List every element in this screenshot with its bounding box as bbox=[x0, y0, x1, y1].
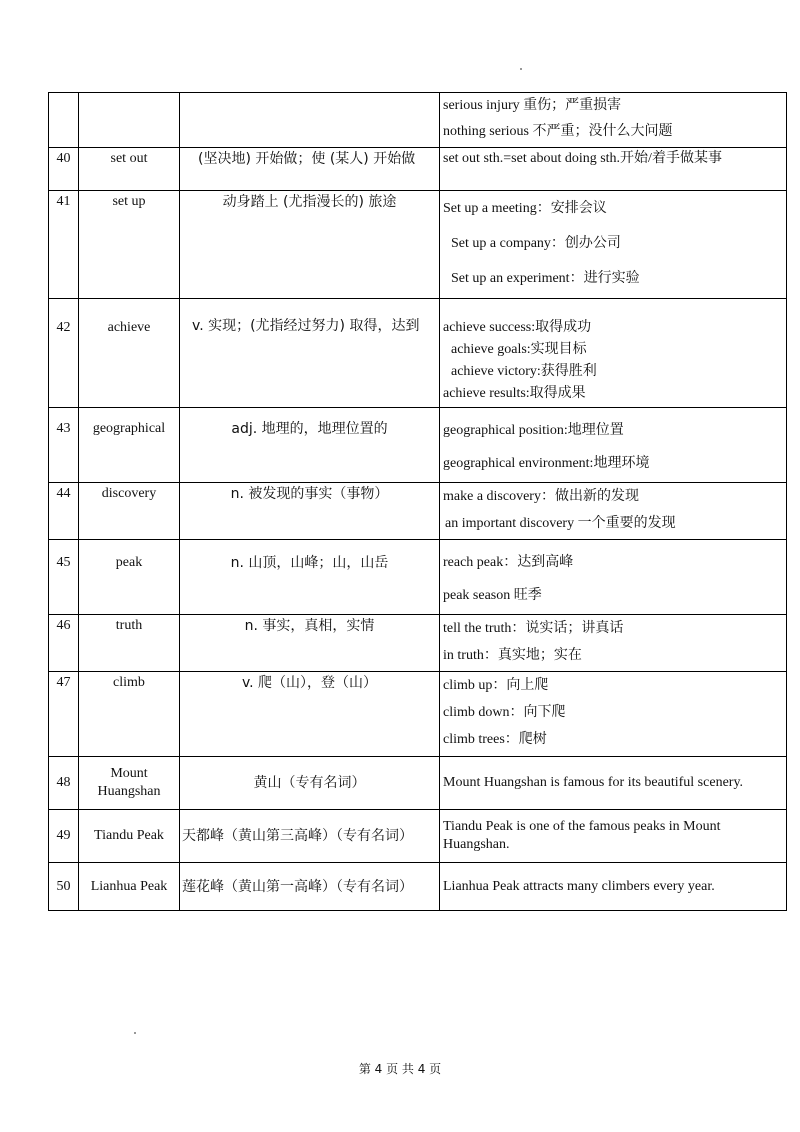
examples-cell bbox=[440, 757, 787, 810]
examples-cell bbox=[440, 810, 787, 863]
word-cell: Tiandu Peak bbox=[79, 810, 180, 863]
word-cell: Lianhua Peak bbox=[79, 863, 180, 911]
row-number: 40 bbox=[49, 148, 79, 191]
word-cell: set out bbox=[79, 148, 180, 191]
table-row bbox=[49, 672, 787, 757]
meaning-cell: n. 被发现的事实（事物） bbox=[180, 483, 440, 540]
examples-cell bbox=[440, 93, 787, 148]
examples-cell bbox=[440, 408, 787, 483]
table-row bbox=[49, 863, 787, 911]
meaning-cell: 莲花峰（黄山第一高峰）（专有名词） bbox=[180, 863, 440, 911]
row-number: 44 bbox=[49, 483, 79, 540]
examples-cell bbox=[440, 540, 787, 615]
example-line: tell the truth：说实话；讲真话 bbox=[443, 621, 624, 636]
example-line: Set up a company：创办公司 bbox=[451, 236, 621, 251]
example-line: Set up a meeting：安排会议 bbox=[443, 201, 607, 216]
example-line: nothing serious 不严重；没什么大问题 bbox=[443, 124, 673, 139]
table-row bbox=[49, 483, 787, 540]
example-line: serious injury 重伤；严重损害 bbox=[443, 98, 622, 113]
table-row bbox=[49, 191, 787, 299]
meaning-cell bbox=[180, 93, 440, 148]
row-number: 46 bbox=[49, 615, 79, 672]
examples-cell bbox=[440, 148, 787, 191]
meaning-cell: adj. 地理的，地理位置的 bbox=[180, 408, 440, 483]
meaning-cell: 天都峰（黄山第三高峰）（专有名词） bbox=[180, 810, 440, 863]
meaning-cell: 黄山（专有名词） bbox=[180, 757, 440, 810]
example-line: peak season 旺季 bbox=[443, 588, 542, 603]
example-line: climb down：向下爬 bbox=[443, 705, 566, 720]
example-line: Tiandu Peak is one of the famous peaks in Mount Huangshan. bbox=[443, 819, 721, 852]
meaning-cell: n. 事实，真相，实情 bbox=[180, 615, 440, 672]
word-cell: peak bbox=[79, 540, 180, 615]
row-number: 41 bbox=[49, 191, 79, 299]
example-line: achieve success:取得成功 bbox=[443, 320, 592, 335]
example-line: geographical position:地理位置 bbox=[443, 423, 624, 438]
word-cell: truth bbox=[79, 615, 180, 672]
table-row bbox=[49, 408, 787, 483]
meaning-cell: 动身踏上 (尤指漫长的) 旅途 bbox=[180, 191, 440, 299]
examples-cell bbox=[440, 615, 787, 672]
vocabulary-table bbox=[48, 92, 787, 911]
row-number: 43 bbox=[49, 408, 79, 483]
examples-cell bbox=[440, 299, 787, 408]
page-number-footer: 第 4 页 共 4 页 bbox=[358, 1062, 442, 1076]
example-line: achieve victory:获得胜利 bbox=[451, 364, 597, 379]
example-line: climb up：向上爬 bbox=[443, 678, 549, 693]
example-line: Set up an experiment：进行实验 bbox=[451, 271, 640, 286]
examples-cell bbox=[440, 863, 787, 911]
examples-cell bbox=[440, 672, 787, 757]
example-line: make a discovery：做出新的发现 bbox=[443, 489, 639, 504]
table-row bbox=[49, 93, 787, 148]
meaning-cell: v. 爬（山），登（山） bbox=[180, 672, 440, 757]
example-line: set out sth.=set about doing sth.开始/着手做某事 bbox=[443, 151, 722, 166]
row-number: 50 bbox=[49, 863, 79, 911]
examples-cell bbox=[440, 191, 787, 299]
row-number: 48 bbox=[49, 757, 79, 810]
example-line: an important discovery 一个重要的发现 bbox=[445, 516, 676, 531]
example-line: Lianhua Peak attracts many climbers every year. bbox=[443, 878, 715, 894]
table-row bbox=[49, 148, 787, 191]
example-line: achieve goals:实现目标 bbox=[451, 342, 587, 357]
example-line: Mount Huangshan is famous for its beautiful scenery. bbox=[443, 775, 744, 790]
example-line: climb trees：爬树 bbox=[443, 732, 547, 747]
word-cell: set up bbox=[79, 191, 180, 299]
example-line: geographical environment:地理环境 bbox=[443, 456, 650, 471]
word-cell: achieve bbox=[79, 299, 180, 408]
table-row bbox=[49, 810, 787, 863]
row-number: 49 bbox=[49, 810, 79, 863]
table-row bbox=[49, 757, 787, 810]
meaning-cell: n. 山顶，山峰；山，山岳 bbox=[180, 540, 440, 615]
table-row bbox=[49, 540, 787, 615]
table-row bbox=[49, 299, 787, 408]
word-cell bbox=[79, 93, 180, 148]
meaning-cell: v. 实现；(尤指经过努力) 取得，达到 bbox=[180, 299, 440, 408]
table-row bbox=[49, 615, 787, 672]
word-cell: climb bbox=[79, 672, 180, 757]
word-cell: Mount Huangshan bbox=[79, 757, 180, 810]
word-cell: discovery bbox=[79, 483, 180, 540]
example-line: reach peak：达到高峰 bbox=[443, 555, 574, 570]
meaning-cell: (坚决地) 开始做；使 (某人) 开始做 bbox=[180, 148, 440, 191]
row-number: 45 bbox=[49, 540, 79, 615]
example-line: achieve results:取得成果 bbox=[443, 386, 586, 401]
row-number: 47 bbox=[49, 672, 79, 757]
page-speck-top bbox=[520, 68, 522, 70]
page-speck-bottom bbox=[134, 1032, 136, 1034]
examples-cell bbox=[440, 483, 787, 540]
row-number bbox=[49, 93, 79, 148]
word-cell: geographical bbox=[79, 408, 180, 483]
row-number: 42 bbox=[49, 299, 79, 408]
example-line: in truth：真实地；实在 bbox=[443, 648, 582, 663]
